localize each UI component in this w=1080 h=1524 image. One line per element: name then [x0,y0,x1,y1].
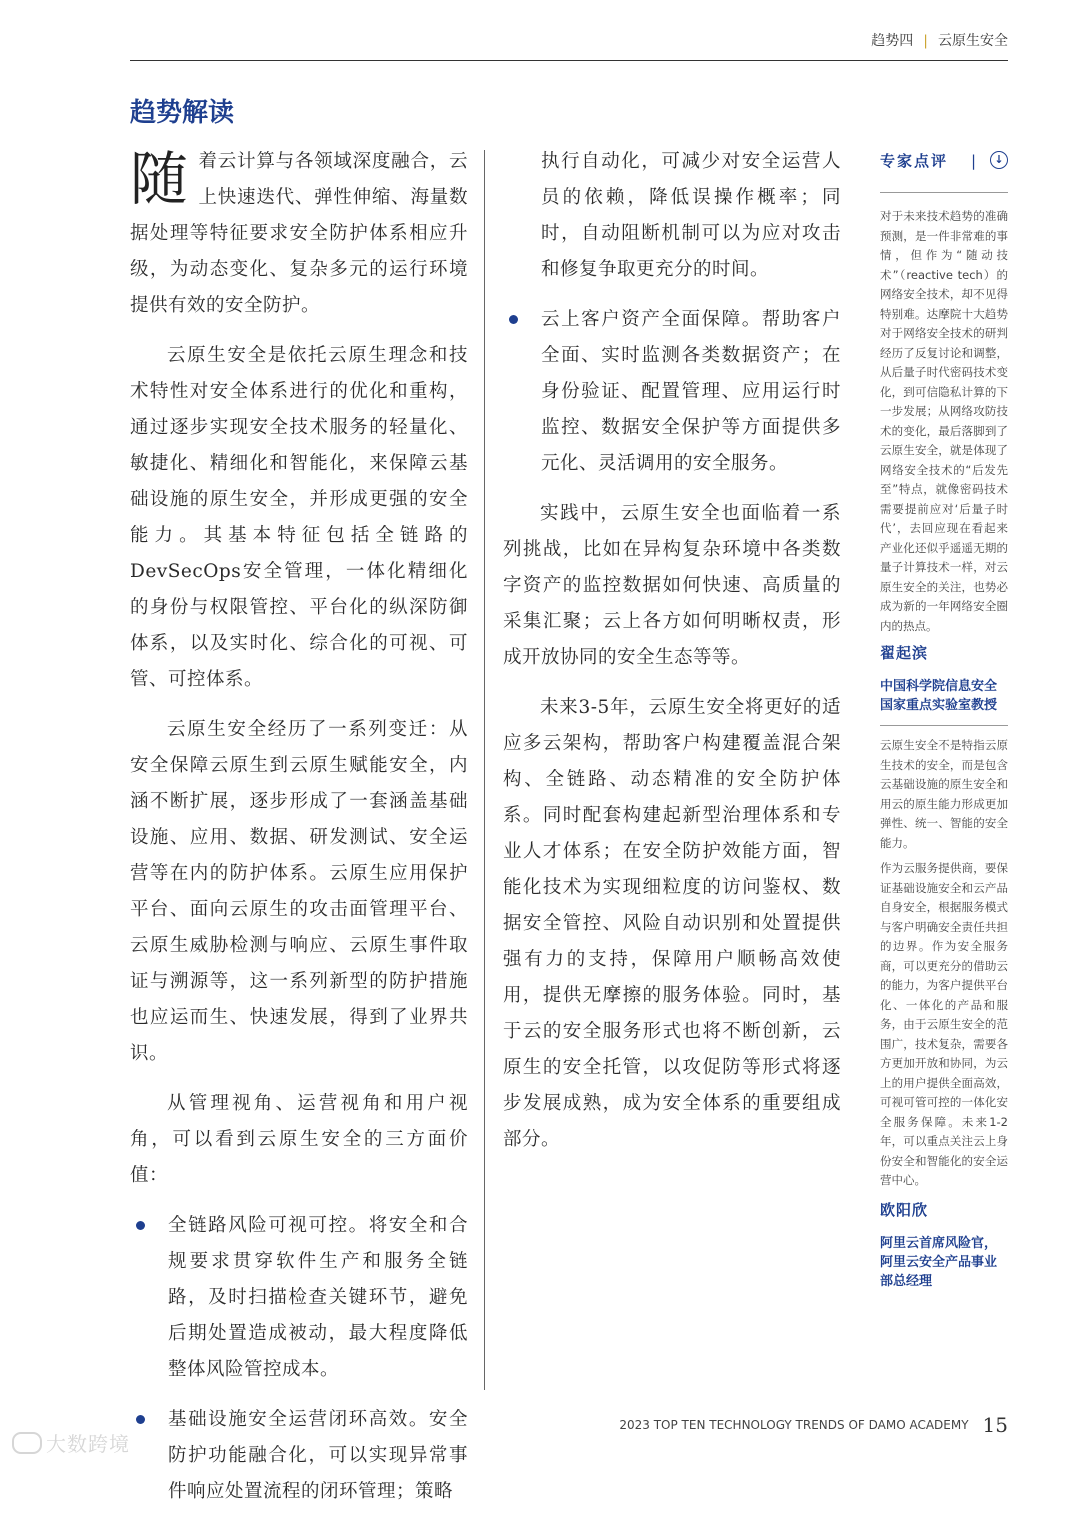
column-divider [484,150,485,1390]
paragraph: 未来3-5年，云原生安全将更好的适应多云架构，帮助客户构建覆盖混合架构、全链路、动态精准的安全防护体系。同时配套构建起新型治理体系和专业人才体系；在安全防护效能方面，智能化技术为实现细粒度的访问鉴权、数据安全管控、风险自动识别和处置提供强有力的支持，保障用户顺畅高效使用，提供无摩擦的服务体验。同时，基于云的安全服务形式也将不断创新，云原生的安全托管，以攻促防等形式将逐步发展成熟，成为安全体系的重要组成部分。 [503,697,841,1150]
list-item-text: 云上客户资产全面保障。帮助客户全面、实时监测各类数据资产；在身份验证、配置管理、应用运行时监控、数据安全保护等方面提供多元化、灵活调用的安全服务。 [541,309,841,474]
list-item [503,302,841,482]
list-item [130,1402,468,1510]
paragraph: 云原生安全是依托云原生理念和技术特性对安全体系进行的优化和重构，通过逐步实现安全技术服务的轻量化、敏捷化、精细化和智能化，来保障云基础设施的原生安全，并形成更强的安全能力。其基本特征包括全链路的DevSecOps安全管理，一体化精细化的身份与权限管控、平台化的纵深防御体系，以及实时化、综合化的可视、可管、可控体系。 [130,345,468,690]
header-rule [130,60,1008,61]
page-footer [619,1413,1008,1437]
watermark-text: 大数跨境 [46,1432,130,1456]
watermark-logo-icon [12,1432,42,1454]
watermark [12,1428,130,1457]
sidebar-rule [880,725,1008,726]
bullet-icon [509,315,518,324]
expert-sidebar [880,150,1008,1301]
drop-cap: 随 [130,145,189,213]
expert-name: 欧阳欣 [880,1200,929,1219]
expert-comment: 作为云服务提供商，要保证基础设施安全和云产品自身安全，根据服务模式与客户明确安全责任共担的边界。作为安全服务商，可以更充分的借助云的能力，为客户提供平台化、一体化的产品和服务，由于云原生安全的范围广，技术复杂，需要各方更加开放和协同，为云上的用户提供全面高效，可视可管可控的一体化安全服务保障。未来1-2年，可以重点关注云上身份安全和智能化的安全运营中心。 [880,861,1008,1187]
value-list-cont [503,302,841,482]
running-header [871,30,1008,50]
paragraph: 从管理视角、运营视角和用户视角，可以看到云原生安全的三方面价值： [130,1093,468,1186]
download-circle-icon[interactable]: ↓ [990,151,1008,169]
sidebar-heading [880,150,1008,174]
header-separator: | [923,33,928,49]
paragraph-intro-text: 着云计算与各领域深度融合，云上快速迭代、弹性伸缩、海量数据处理等特征要求安全防护体系相应升级，为动态变化、复杂多元的运行环境提供有效的安全防护。 [130,151,468,316]
page-number: 15 [982,1413,1008,1437]
header-topic: 云原生安全 [938,33,1008,49]
list-item-text: 基础设施安全运营闭环高效。安全防护功能融合化，可以实现异常事件响应处置流程的闭环管理；策略 [168,1409,468,1502]
paragraph: 实践中，云原生安全也面临着一系列挑战，比如在异构复杂环境中各类数字资产的监控数据如何快速、高质量的采集汇聚；云上各方如何明晰权责，形成开放协同的安全生态等等。 [503,503,841,668]
expert-affiliation: 阿里云首席风险官，阿里云安全产品事业部总经理 [880,1235,998,1289]
sidebar-rule [880,192,1008,193]
list-item-continuation: 执行自动化，可减少对安全运营人员的依赖，降低误操作概率；同时，自动阻断机制可以为应对攻击和修复争取更充分的时间。 [541,151,841,280]
expert-name: 翟起滨 [880,644,929,662]
paragraph-intro [130,144,468,324]
sidebar-heading-text: 专家点评 [880,152,949,170]
column-right [503,144,841,1172]
bullet-icon [136,1221,145,1230]
list-item [130,1208,468,1388]
expert-affiliation: 中国科学院信息安全国家重点实验室教授 [880,679,998,713]
bullet-icon [136,1415,145,1424]
paragraph: 云原生安全经历了一系列变迁：从安全保障云原生到云原生赋能安全，内涵不断扩展，逐步形成了一套涵盖基础设施、应用、数据、研发测试、安全运营等在内的防护体系。云原生应用保护平台、面向云原生的攻击面管理平台、云原生威胁检测与响应、云原生事件取证与溯源等，这一系列新型的防护措施也应运而生、快速发展，得到了业界共识。 [130,719,468,1064]
list-item-text: 全链路风险可视可控。将安全和合规要求贯穿软件生产和服务全链路，及时扫描检查关键环节，避免后期处置造成被动，最大程度降低整体风险管控成本。 [168,1215,468,1380]
section-title: 趋势解读 [130,98,235,128]
sidebar-heading-bar: | [970,152,978,170]
expert-comment: 云原生安全不是特指云原生技术的安全，而是包含云基础设施的原生安全和用云的原生能力形成更加弹性、统一、智能的安全能力。 [880,738,1008,850]
expert-comment: 对于未来技术趋势的准确预测，是一件非常难的事情，但作为“随动技术”（reactive tech）的网络安全技术，却不见得特别难。达摩院十大趋势对于网络安全技术的研判经历了反复讨论和调整，从后量子时代密码技术变化，到可信隐私计算的下一步发展；从网络攻防技术的变化，最后落脚到了云原生安全，就是体现了网络安全技术的“后发先至”特点，就像密码技术需要提前应对‘后量子时代’，去回应现在看起来产业化还似乎遥遥无期的量子计算技术一样，对云原生安全的关注，也势必成为新的一年网络安全圈内的热点。 [880,209,1008,633]
footer-report-title: 2023 TOP TEN TECHNOLOGY TRENDS OF DAMO ACADEMY [619,1418,969,1432]
column-left [130,144,468,1524]
header-trend: 趋势四 [871,33,914,49]
